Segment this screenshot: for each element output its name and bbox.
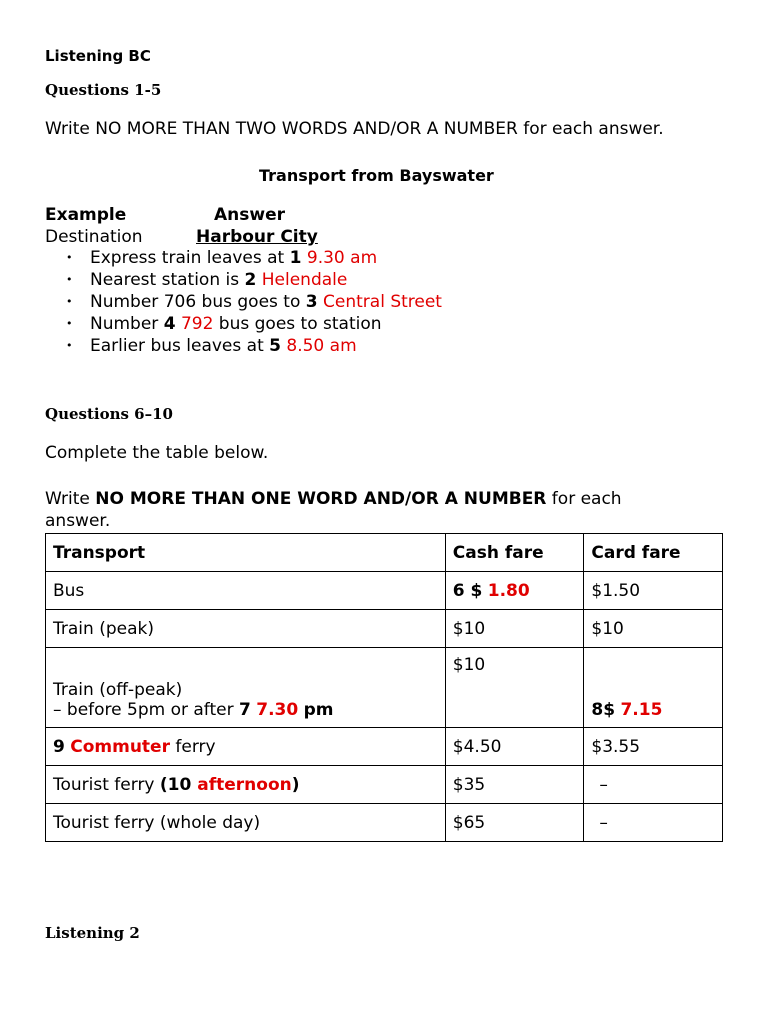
answer-text: 7.30 <box>256 700 299 720</box>
table-row <box>46 572 723 610</box>
item-text: Earlier bus leaves at <box>90 336 270 356</box>
table-header-row <box>46 534 723 572</box>
item-text: Number 706 bus goes to <box>90 292 306 312</box>
list-item <box>45 335 442 357</box>
answer-text: 792 <box>180 314 214 334</box>
question-number: 3 <box>305 292 318 312</box>
list-item <box>45 291 442 313</box>
answer-text: 9.30 am <box>306 248 378 268</box>
table-cell: $3.55 <box>584 728 723 766</box>
destination-value: Harbour City <box>196 227 318 247</box>
section1-instruction: Write NO MORE THAN TWO WORDS AND/OR A NUMBER for each answer. <box>45 119 664 139</box>
table-row <box>46 728 723 766</box>
section2-heading: Questions 6–10 <box>45 405 173 423</box>
table-cell: Bus <box>46 572 446 610</box>
answer-label: Answer <box>214 205 285 225</box>
table-row <box>46 766 723 804</box>
cell-text: – <box>599 774 608 795</box>
cell-text: – <box>599 812 608 833</box>
question-number: 4 <box>163 314 176 334</box>
table-cell: $35 <box>445 766 584 804</box>
list-item <box>45 313 442 335</box>
item-text: Express train leaves at <box>90 248 290 268</box>
table-row <box>46 610 723 648</box>
question-number: 7 <box>239 700 251 720</box>
table-cell <box>46 648 446 728</box>
cell-text <box>53 700 438 720</box>
table-cell: $4.50 <box>445 728 584 766</box>
cell-text: Train (off-peak) <box>53 680 183 700</box>
table-cell: Train (peak) <box>46 610 446 648</box>
list-item <box>45 247 442 269</box>
footer-heading: Listening 2 <box>45 924 140 942</box>
table-cell: $10 <box>445 610 584 648</box>
table-row <box>46 804 723 842</box>
cell-text-part: – before 5pm or after <box>53 700 240 720</box>
question-number: 6 $ <box>452 580 483 601</box>
destination-label: Destination <box>45 227 143 247</box>
table-cell: $1.50 <box>584 572 723 610</box>
column-header: Cash fare <box>445 534 584 572</box>
question-number: 2 <box>244 270 257 290</box>
answer-text: 1.80 <box>487 580 530 601</box>
answer-text: 8.50 am <box>286 336 357 356</box>
answer-text: afternoon <box>197 774 292 795</box>
table-cell <box>584 648 723 728</box>
section1-heading: Questions 1-5 <box>45 81 162 99</box>
column-header: Transport <box>46 534 446 572</box>
table-cell: $10 <box>445 648 584 728</box>
section2-instruction-2 <box>45 489 622 509</box>
question-number: 9 <box>53 736 65 757</box>
cell-text-part: ) <box>291 774 300 795</box>
item-text: Number <box>90 314 164 334</box>
answer-text: Helendale <box>261 270 348 290</box>
section1-subtitle: Transport from Bayswater <box>259 166 494 185</box>
cell-text-part: pm <box>303 700 334 720</box>
table-cell: $65 <box>445 804 584 842</box>
table-cell: $10 <box>584 610 723 648</box>
instruction-text: for each <box>546 489 622 509</box>
question-number: 8$ <box>591 700 616 720</box>
table-row <box>46 648 723 728</box>
question-number: (10 <box>159 774 198 795</box>
instruction-text: Write <box>45 489 96 509</box>
instruction-bold-text: NO MORE THAN ONE WORD AND/OR A NUMBER <box>95 489 547 509</box>
table-cell <box>584 804 723 842</box>
section2-instruction-2-cont: answer. <box>45 511 111 531</box>
example-label: Example <box>45 205 127 225</box>
answer-text: Central Street <box>323 292 442 312</box>
answer-text: Commuter <box>70 736 170 757</box>
cell-text-part: Tourist ferry <box>53 774 160 795</box>
list-item <box>45 269 442 291</box>
answer-text: 7.15 <box>620 700 663 720</box>
table-cell: Tourist ferry (whole day) <box>46 804 446 842</box>
question-number: 5 <box>269 336 281 356</box>
answer-list <box>45 247 442 357</box>
column-header: Card fare <box>584 534 723 572</box>
table-cell <box>46 728 446 766</box>
item-text: Nearest station is <box>90 270 245 290</box>
table-cell <box>46 766 446 804</box>
item-text: bus goes to station <box>213 314 382 334</box>
table-cell <box>445 572 584 610</box>
fares-table <box>45 533 723 842</box>
table-cell <box>584 766 723 804</box>
cell-text-part: ferry <box>169 736 216 757</box>
section2-instruction: Complete the table below. <box>45 443 269 463</box>
page-title: Listening BC <box>45 47 151 65</box>
question-number: 1 <box>289 248 302 268</box>
